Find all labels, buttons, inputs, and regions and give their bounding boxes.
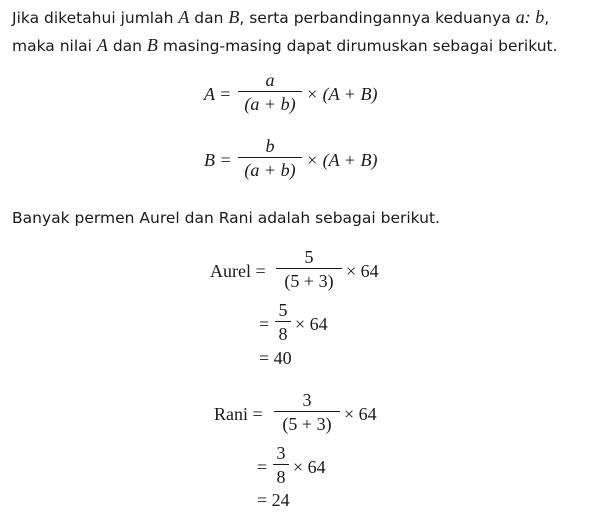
numerator: a — [265, 70, 275, 90]
aurel-lhs: Aurel = — [210, 261, 266, 281]
variable-b: B — [146, 35, 158, 55]
numerator: b — [265, 136, 275, 156]
denominator: 8 — [276, 467, 286, 487]
aurel-step2-rhs: × 64 — [295, 314, 328, 334]
denominator: 8 — [278, 324, 288, 344]
formula-lhs: A = — [204, 84, 232, 104]
fraction — [273, 443, 289, 487]
fraction — [274, 390, 340, 434]
formula-lhs: B = — [204, 150, 232, 170]
denominator: (5 + 3) — [282, 414, 332, 434]
intro-text: masing-masing dapat dirumuskan sebagai berikut. — [157, 37, 558, 55]
fraction-bar — [238, 91, 302, 92]
fraction — [276, 247, 342, 291]
numerator: 5 — [304, 247, 314, 267]
formula-rhs: × (A + B) — [306, 150, 378, 170]
rani-step2-rhs: × 64 — [293, 457, 326, 477]
fraction-bar — [276, 268, 342, 269]
denominator: (a + b) — [244, 160, 296, 180]
intro-text: , serta perbandingannya keduanya — [239, 9, 516, 27]
equals-sign: = — [259, 314, 270, 334]
variable-a: A — [178, 7, 190, 27]
rani-rhs: × 64 — [344, 404, 377, 424]
fraction-bar — [273, 464, 289, 465]
numerator: 3 — [276, 443, 286, 463]
denominator: (5 + 3) — [284, 271, 334, 291]
intro-text: maka nilai — [12, 37, 97, 55]
formula-rhs: × (A + B) — [306, 84, 378, 104]
aurel-rhs: × 64 — [346, 261, 379, 281]
intro-text: , — [544, 9, 550, 27]
variable-b: B — [228, 7, 240, 27]
fraction-bar — [274, 411, 340, 412]
aurel-result: = 40 — [259, 348, 292, 368]
fraction-bar — [275, 321, 291, 322]
fraction-bar — [238, 157, 302, 158]
equals-sign: = — [257, 457, 268, 477]
fraction — [275, 300, 291, 344]
variable-a: A — [96, 35, 108, 55]
intro-text: dan — [189, 9, 229, 27]
rani-result: = 24 — [257, 490, 290, 510]
fraction — [238, 136, 302, 180]
intro-text: dan — [107, 37, 147, 55]
numerator: 5 — [278, 300, 288, 320]
fraction — [238, 70, 302, 114]
intro-line-2 — [12, 32, 558, 59]
numerator: 3 — [302, 390, 312, 410]
rani-lhs: Rani = — [214, 404, 263, 424]
denominator: (a + b) — [244, 94, 296, 114]
intro-text: Jika diketahui jumlah — [12, 9, 179, 27]
intro-line-1 — [12, 4, 549, 31]
statement: Banyak permen Aurel dan Rani adalah sebagai berikut. — [12, 209, 440, 227]
ratio: a: b — [515, 7, 545, 27]
